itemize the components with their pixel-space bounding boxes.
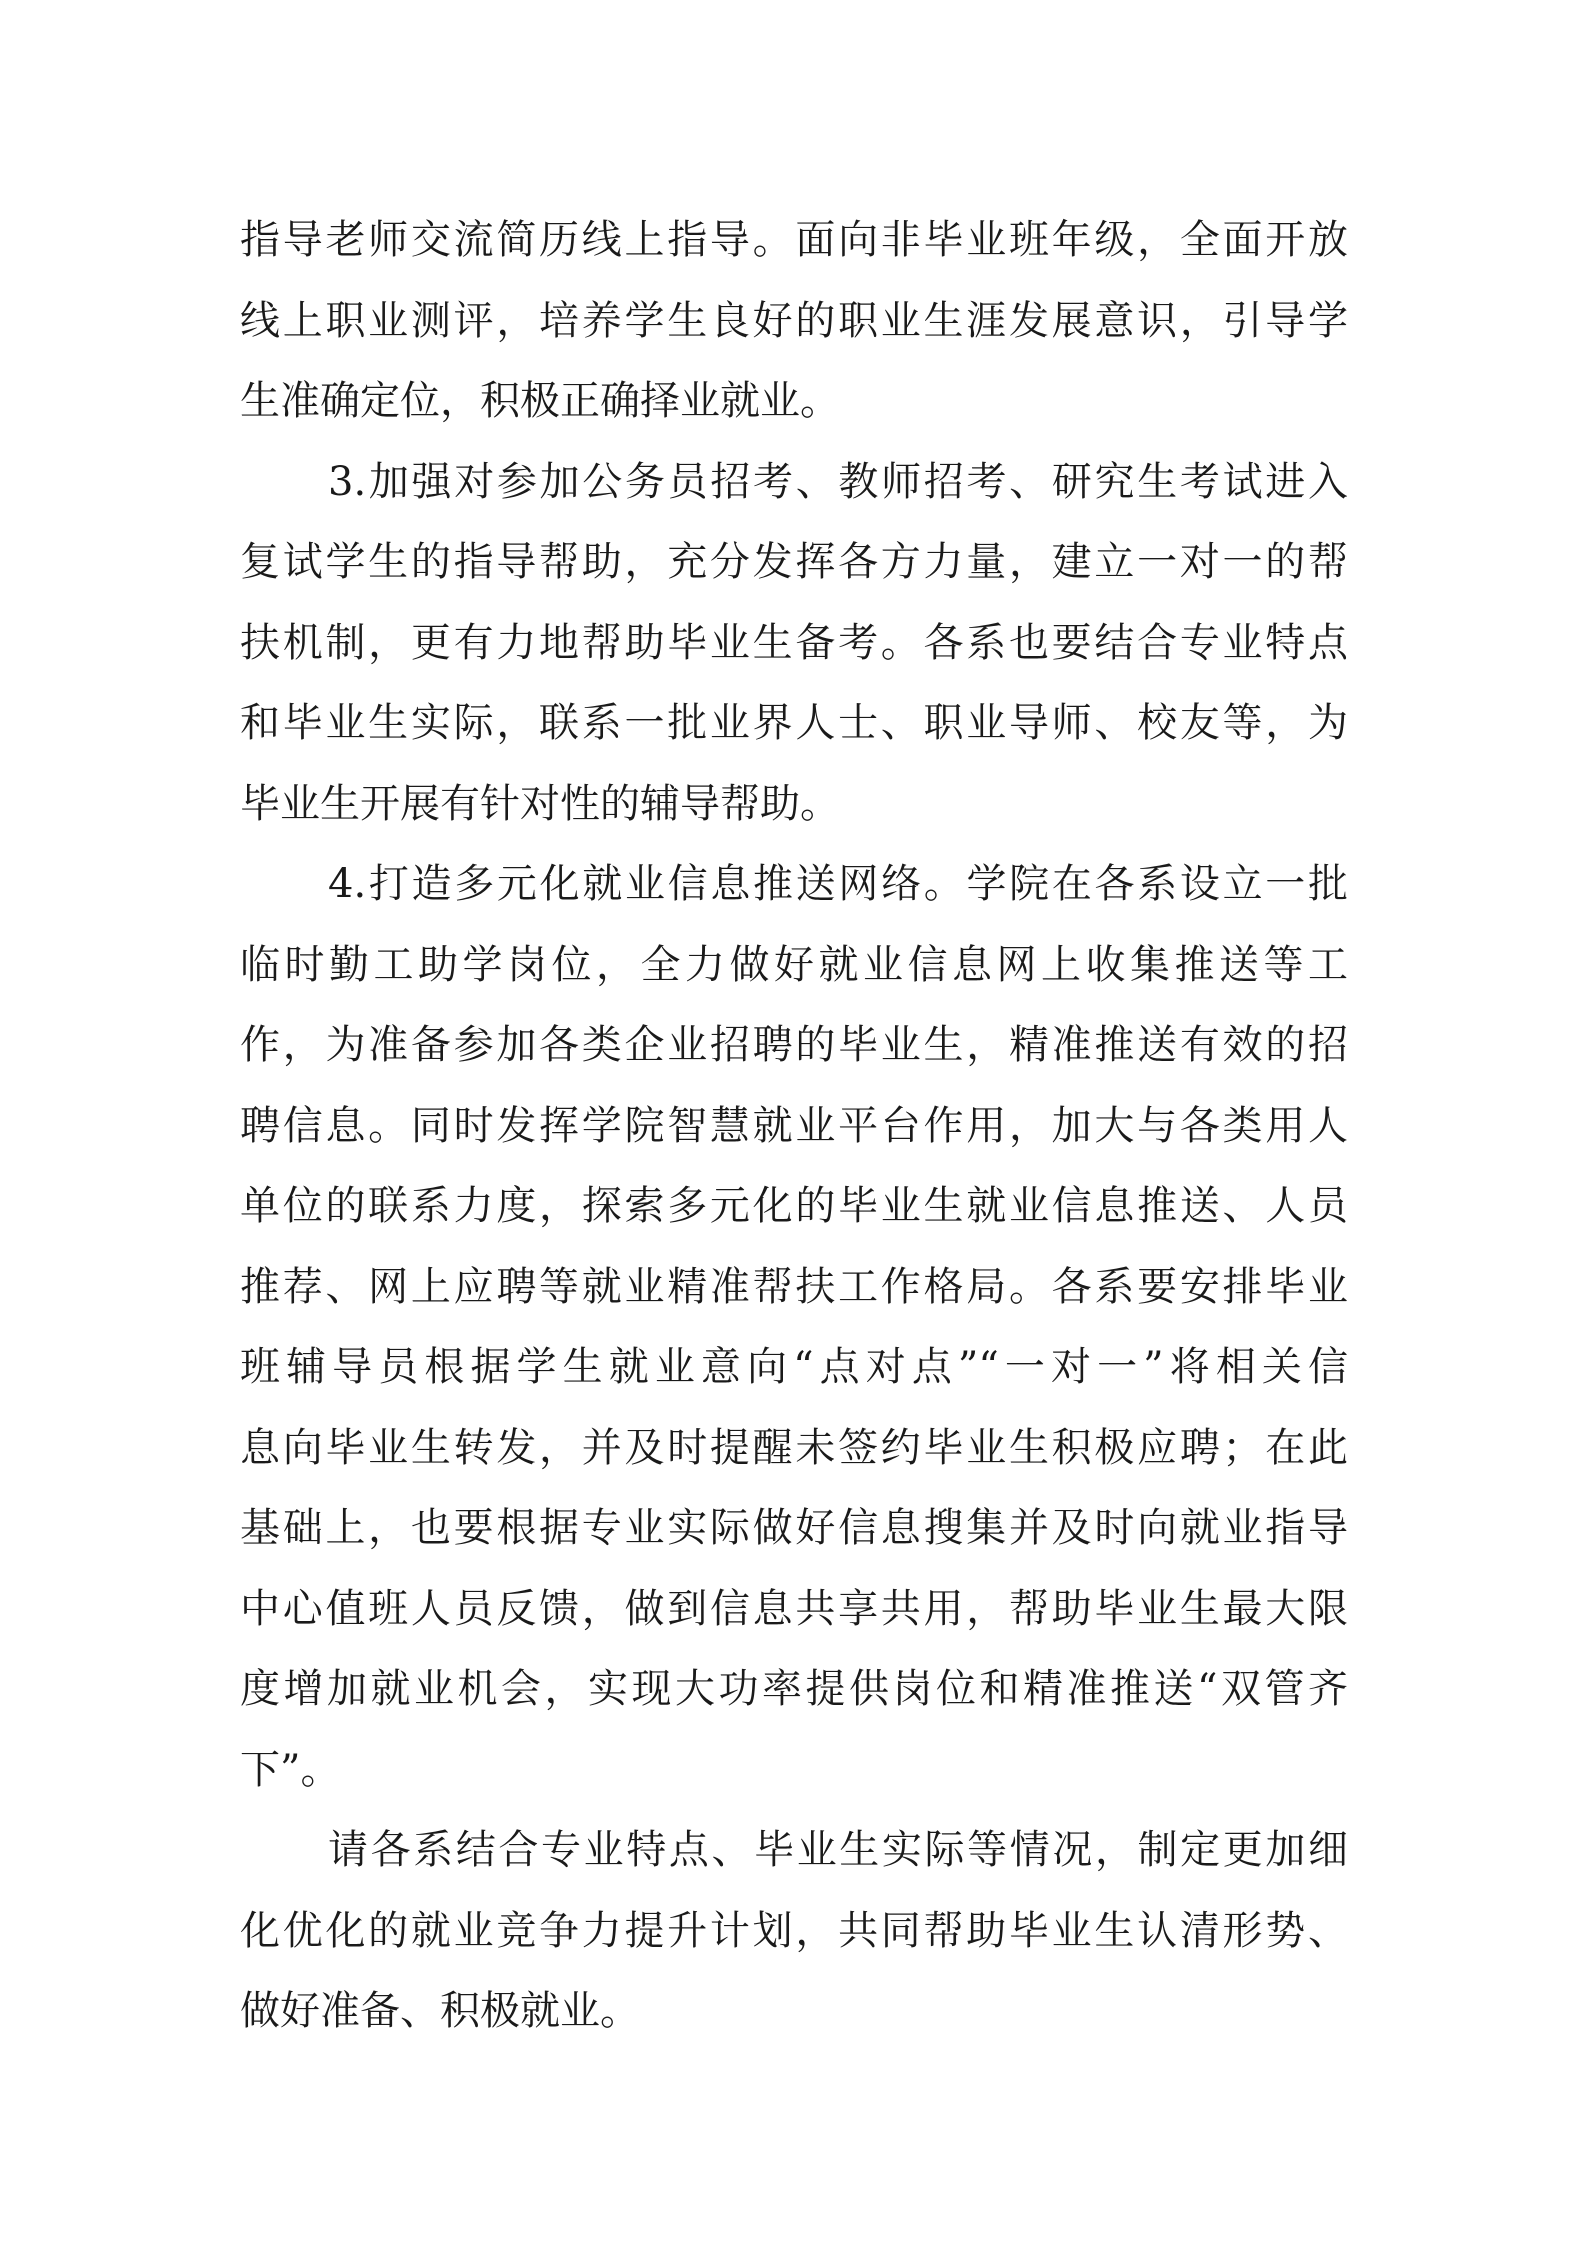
text-line: 做好准备、积极就业。 bbox=[240, 1988, 640, 2034]
text-line: 中心值班人员反馈，做到信息共享共用，帮助毕业生最大限 bbox=[240, 1585, 1348, 1632]
text-line: 请各系结合专业特点、毕业生实际等情况，制定更加细 bbox=[328, 1827, 1348, 1873]
text-line: 化优化的就业竞争力提升计划，共同帮助毕业生认清形势、 bbox=[240, 1907, 1348, 1954]
text-line: 聘信息。同时发挥学院智慧就业平台作用，加大与各类用人 bbox=[240, 1102, 1348, 1149]
text-line: 临时勤工助学岗位，全力做好就业信息网上收集推送等工 bbox=[240, 941, 1348, 988]
paragraph-1 bbox=[240, 200, 1348, 442]
text-line: 班辅导员根据学生就业意向“点对点”“一对一”将相关信 bbox=[240, 1344, 1348, 1390]
text-line: 和毕业生实际，联系一批业界人士、职业导师、校友等，为 bbox=[240, 700, 1348, 746]
text-line: 复试学生的指导帮助，充分发挥各方力量，建立一对一的帮 bbox=[240, 539, 1348, 585]
text-line: 作，为准备参加各类企业招聘的毕业生，精准推送有效的招 bbox=[240, 1022, 1348, 1068]
text-line: 单位的联系力度，探索多元化的毕业生就业信息推送、人员 bbox=[240, 1183, 1348, 1229]
body-text bbox=[240, 200, 1348, 2052]
text-line: 基础上，也要根据专业实际做好信息搜集并及时向就业指导 bbox=[240, 1505, 1348, 1551]
text-line: 指导老师交流简历线上指导。面向非毕业班年级，全面开放 bbox=[240, 217, 1348, 263]
text-line: 线上职业测评，培养学生良好的职业生涯发展意识，引导学 bbox=[240, 297, 1348, 344]
text-line: 度增加就业机会，实现大功率提供岗位和精准推送“双管齐 bbox=[240, 1666, 1348, 1712]
text-line: 3.加强对参加公务员招考、教师招考、研究生考试进入 bbox=[328, 458, 1348, 505]
text-line: 生准确定位，积极正确择业就业。 bbox=[240, 378, 840, 424]
text-line: 4.打造多元化就业信息推送网络。学院在各系设立一批 bbox=[328, 861, 1348, 907]
paragraph-3 bbox=[240, 844, 1348, 1810]
text-line: 毕业生开展有针对性的辅导帮助。 bbox=[240, 780, 840, 827]
text-line: 下”。 bbox=[240, 1746, 341, 1793]
paragraph-2 bbox=[240, 442, 1348, 845]
paragraph-4 bbox=[240, 1810, 1348, 2052]
text-line: 推荐、网上应聘等就业精准帮扶工作格局。各系要安排毕业 bbox=[240, 1263, 1348, 1310]
text-line: 息向毕业生转发，并及时提醒未签约毕业生积极应聘；在此 bbox=[240, 1424, 1348, 1471]
text-line: 扶机制，更有力地帮助毕业生备考。各系也要结合专业特点 bbox=[240, 619, 1348, 666]
